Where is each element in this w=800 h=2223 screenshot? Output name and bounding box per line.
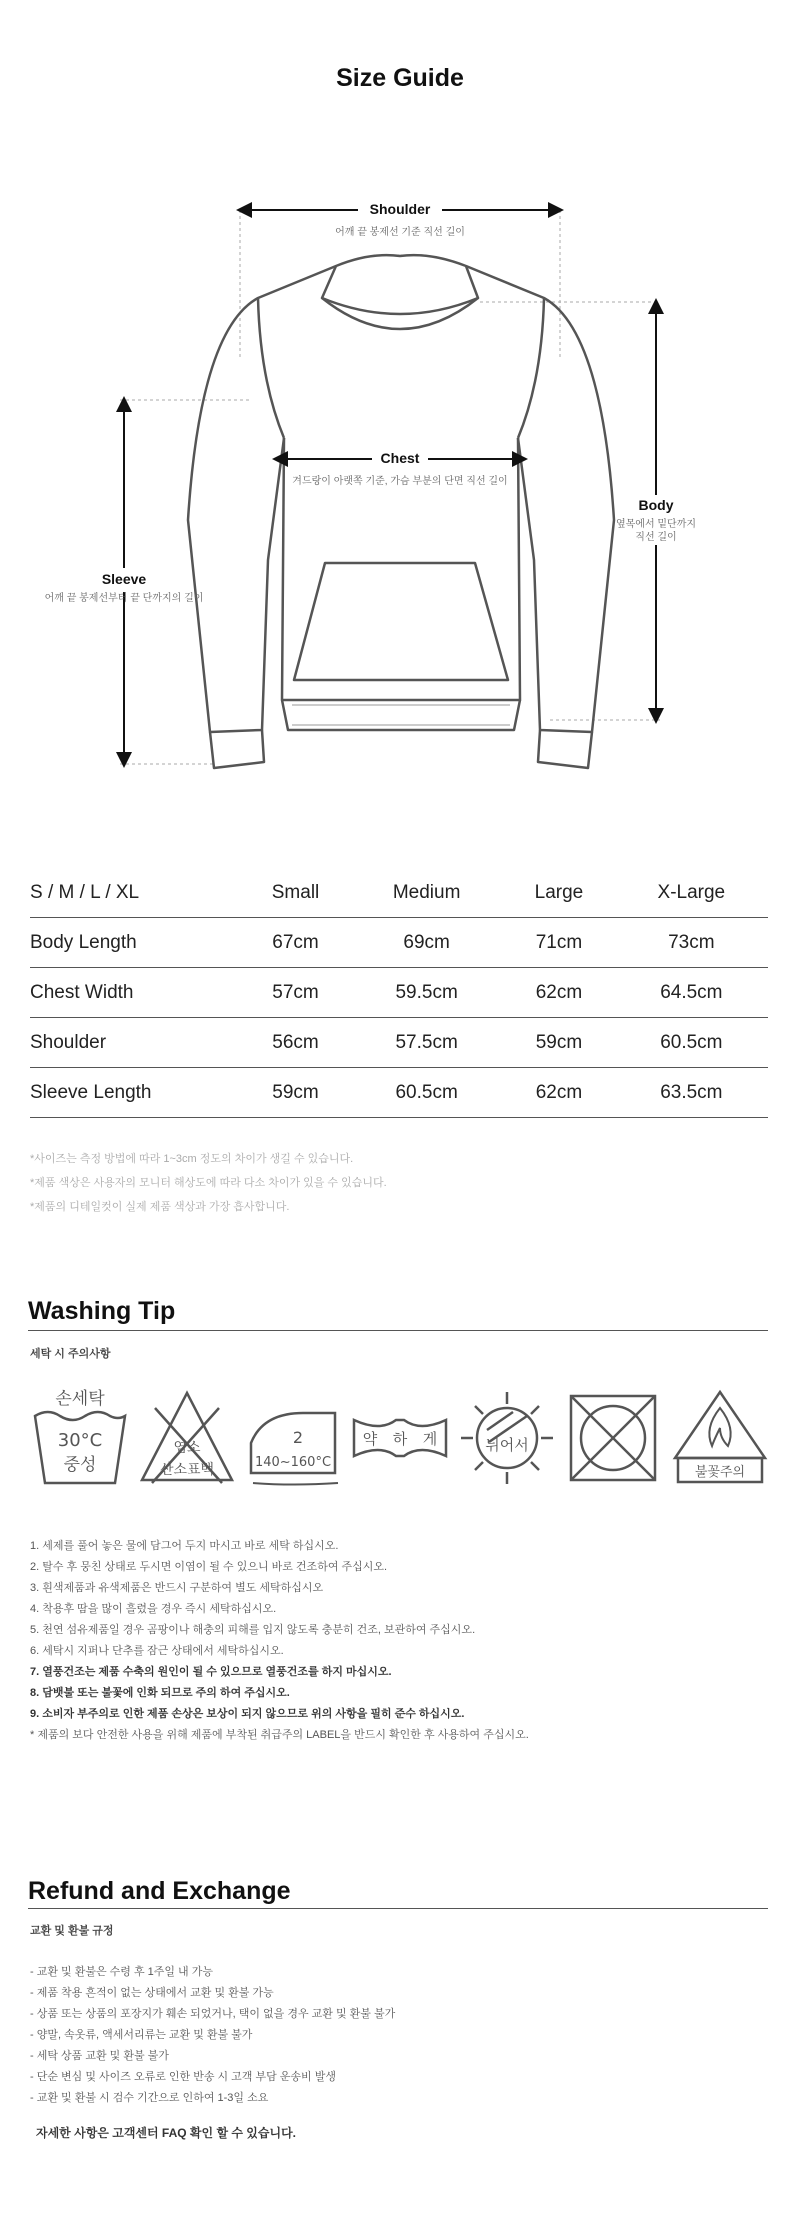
washing-title: Washing Tip [28,1297,176,1325]
icon-text: 약 [362,1430,378,1448]
note: *제품의 디테일컷이 실제 제품 색상과 가장 흡사합니다. [30,1201,290,1213]
list-item: - 양말, 속옷류, 액세서리류는 교환 및 환불 불가 [30,2029,253,2041]
icon-text: 게 [422,1430,438,1448]
icon-text: 하 [392,1430,408,1448]
table-cell: 59cm [503,1018,614,1068]
refund-list [30,1962,395,2109]
refund-subtitle: 교환 및 환불 규정 [30,1925,114,1937]
list-item: - 교환 및 환불은 수령 후 1주일 내 가능 [30,1966,213,1978]
faq-note: 자세한 사항은 고객센터 FAQ 확인 할 수 있습니다. [36,2126,296,2140]
list-item: * 제품의 보다 안전한 사용을 위해 제품에 부착된 취급주의 LABEL을 반드시 확인한 후 사용하여 주십시오. [30,1729,529,1741]
wring-gently-icon [350,1388,450,1488]
table-cell: 62cm [503,968,614,1018]
table-row [30,1068,768,1118]
row-label: Shoulder [30,1018,241,1068]
list-item: - 제품 착용 흔적이 없는 상태에서 교환 및 환불 가능 [30,1987,274,1999]
refund-title: Refund and Exchange [28,1877,291,1905]
washing-tips [30,1536,529,1746]
no-tumble-dry-icon [563,1388,663,1488]
table-cell: 59cm [241,1068,350,1118]
table-cell: 62cm [503,1068,614,1118]
list-item: - 단순 변심 및 사이즈 오류로 인한 반송 시 고객 부담 운송비 발생 [30,2071,336,2083]
header-cell: X-Large [615,868,768,918]
icon-text: 30°C [57,1430,103,1451]
table-cell: 60.5cm [350,1068,503,1118]
table-cell: 57.5cm [350,1018,503,1068]
table-row [30,1018,768,1068]
table-cell: 56cm [241,1018,350,1068]
icon-text: 염소 [173,1440,201,1456]
iron-icon [243,1388,343,1488]
table-row [30,918,768,968]
hoodie-diagram [0,150,800,790]
table-cell: 57cm [241,968,350,1018]
list-item: 7. 열풍건조는 제품 수축의 원인이 될 수 있으므로 열풍건조를 하지 마십시오. [30,1666,392,1678]
note: *제품 색상은 사용자의 모니터 해상도에 따라 다소 차이가 있을 수 있습니다. [30,1177,387,1189]
body-desc-2: 직선 길이 [635,532,677,543]
row-label: Sleeve Length [30,1068,241,1118]
icon-text: 손세탁 [55,1389,105,1409]
list-item: - 상품 또는 상품의 포장지가 훼손 되었거나, 택이 없을 경우 교환 및 환불 불가 [30,2008,396,2020]
washing-divider [28,1330,768,1331]
page-title: Size Guide [336,64,464,92]
sleeve-label: Sleeve [101,571,147,587]
table-cell: 59.5cm [350,968,503,1018]
note: *사이즈는 측정 방법에 따라 1~3cm 정도의 차이가 생길 수 있습니다. [30,1153,354,1165]
body-desc-1: 옆목에서 밑단까지 [615,519,697,530]
list-item: - 세탁 상품 교환 및 환불 불가 [30,2050,169,2062]
header-cell: Small [241,868,350,918]
header-cell: Medium [350,868,503,918]
table-cell: 73cm [615,918,768,968]
body-label: Body [638,497,674,513]
no-bleach-icon [137,1388,237,1488]
list-item: 3. 흰색제품과 유색제품은 반드시 구분하여 별도 세탁하십시오 [30,1582,324,1594]
shoulder-label: Shoulder [369,201,431,217]
table-cell: 60.5cm [615,1018,768,1068]
size-notes [30,1147,387,1219]
list-item: 5. 천연 섬유제품일 경우 곰팡이나 해충의 피해를 입지 않도록 충분히 건조, 보관하여 주십시오. [30,1624,476,1636]
size-table-header [30,868,768,918]
list-item: 4. 착용후 땀을 많이 흘렸을 경우 즉시 세탁하십시오. [30,1603,277,1615]
header-cell: Large [503,868,614,918]
table-cell: 69cm [350,918,503,968]
icon-text: 불꽃주의 [694,1465,746,1480]
table-cell: 64.5cm [615,968,768,1018]
row-label: Chest Width [30,968,241,1018]
list-item: 1. 세제를 풀어 놓은 물에 담그어 두지 마시고 바로 세탁 하십시오. [30,1540,339,1552]
chest-desc: 겨드랑이 아랫쪽 기준, 가슴 부분의 단면 직선 길이 [292,476,508,487]
chest-label: Chest [380,450,420,466]
icon-text: 140~160°C [255,1455,332,1470]
icon-text: 중성 [63,1455,97,1475]
table-cell: 71cm [503,918,614,968]
care-icons [30,1388,770,1488]
flame-caution-icon [670,1388,770,1488]
table-cell: 63.5cm [615,1068,768,1118]
table-row [30,968,768,1018]
size-table [30,868,768,1118]
icon-text: 2 [293,1428,304,1447]
list-item: 6. 세탁시 지퍼나 단추를 잠근 상태에서 세탁하십시오. [30,1645,284,1657]
row-label: Body Length [30,918,241,968]
dry-in-shade-icon [457,1388,557,1488]
header-cell: S / M / L / XL [30,868,241,918]
washing-subtitle: 세탁 시 주의사항 [30,1348,111,1360]
shoulder-desc: 어깨 끝 봉제선 기준 직선 길이 [335,227,465,238]
list-item: 9. 소비자 부주의로 인한 제품 손상은 보상이 되지 않으므로 위의 사항을 필히 준수 하십시오. [30,1708,465,1720]
hand-wash-icon [30,1388,130,1488]
list-item: - 교환 및 환불 시 검수 기간으로 인하여 1-3일 소요 [30,2092,269,2104]
list-item: 2. 탈수 후 뭉친 상태로 두시면 이염이 될 수 있으니 바로 건조하여 주십시오. [30,1561,388,1573]
list-item: 8. 담뱃불 또는 불꽃에 인화 되므로 주의 하여 주십시오. [30,1687,290,1699]
table-cell: 67cm [241,918,350,968]
icon-text: 산소표백 [159,1462,214,1478]
refund-divider [28,1908,768,1909]
sleeve-desc: 어깨 끝 봉제선부터 끝 단까지의 길이 [44,593,204,604]
icon-text: 뉘어서 [484,1436,529,1454]
